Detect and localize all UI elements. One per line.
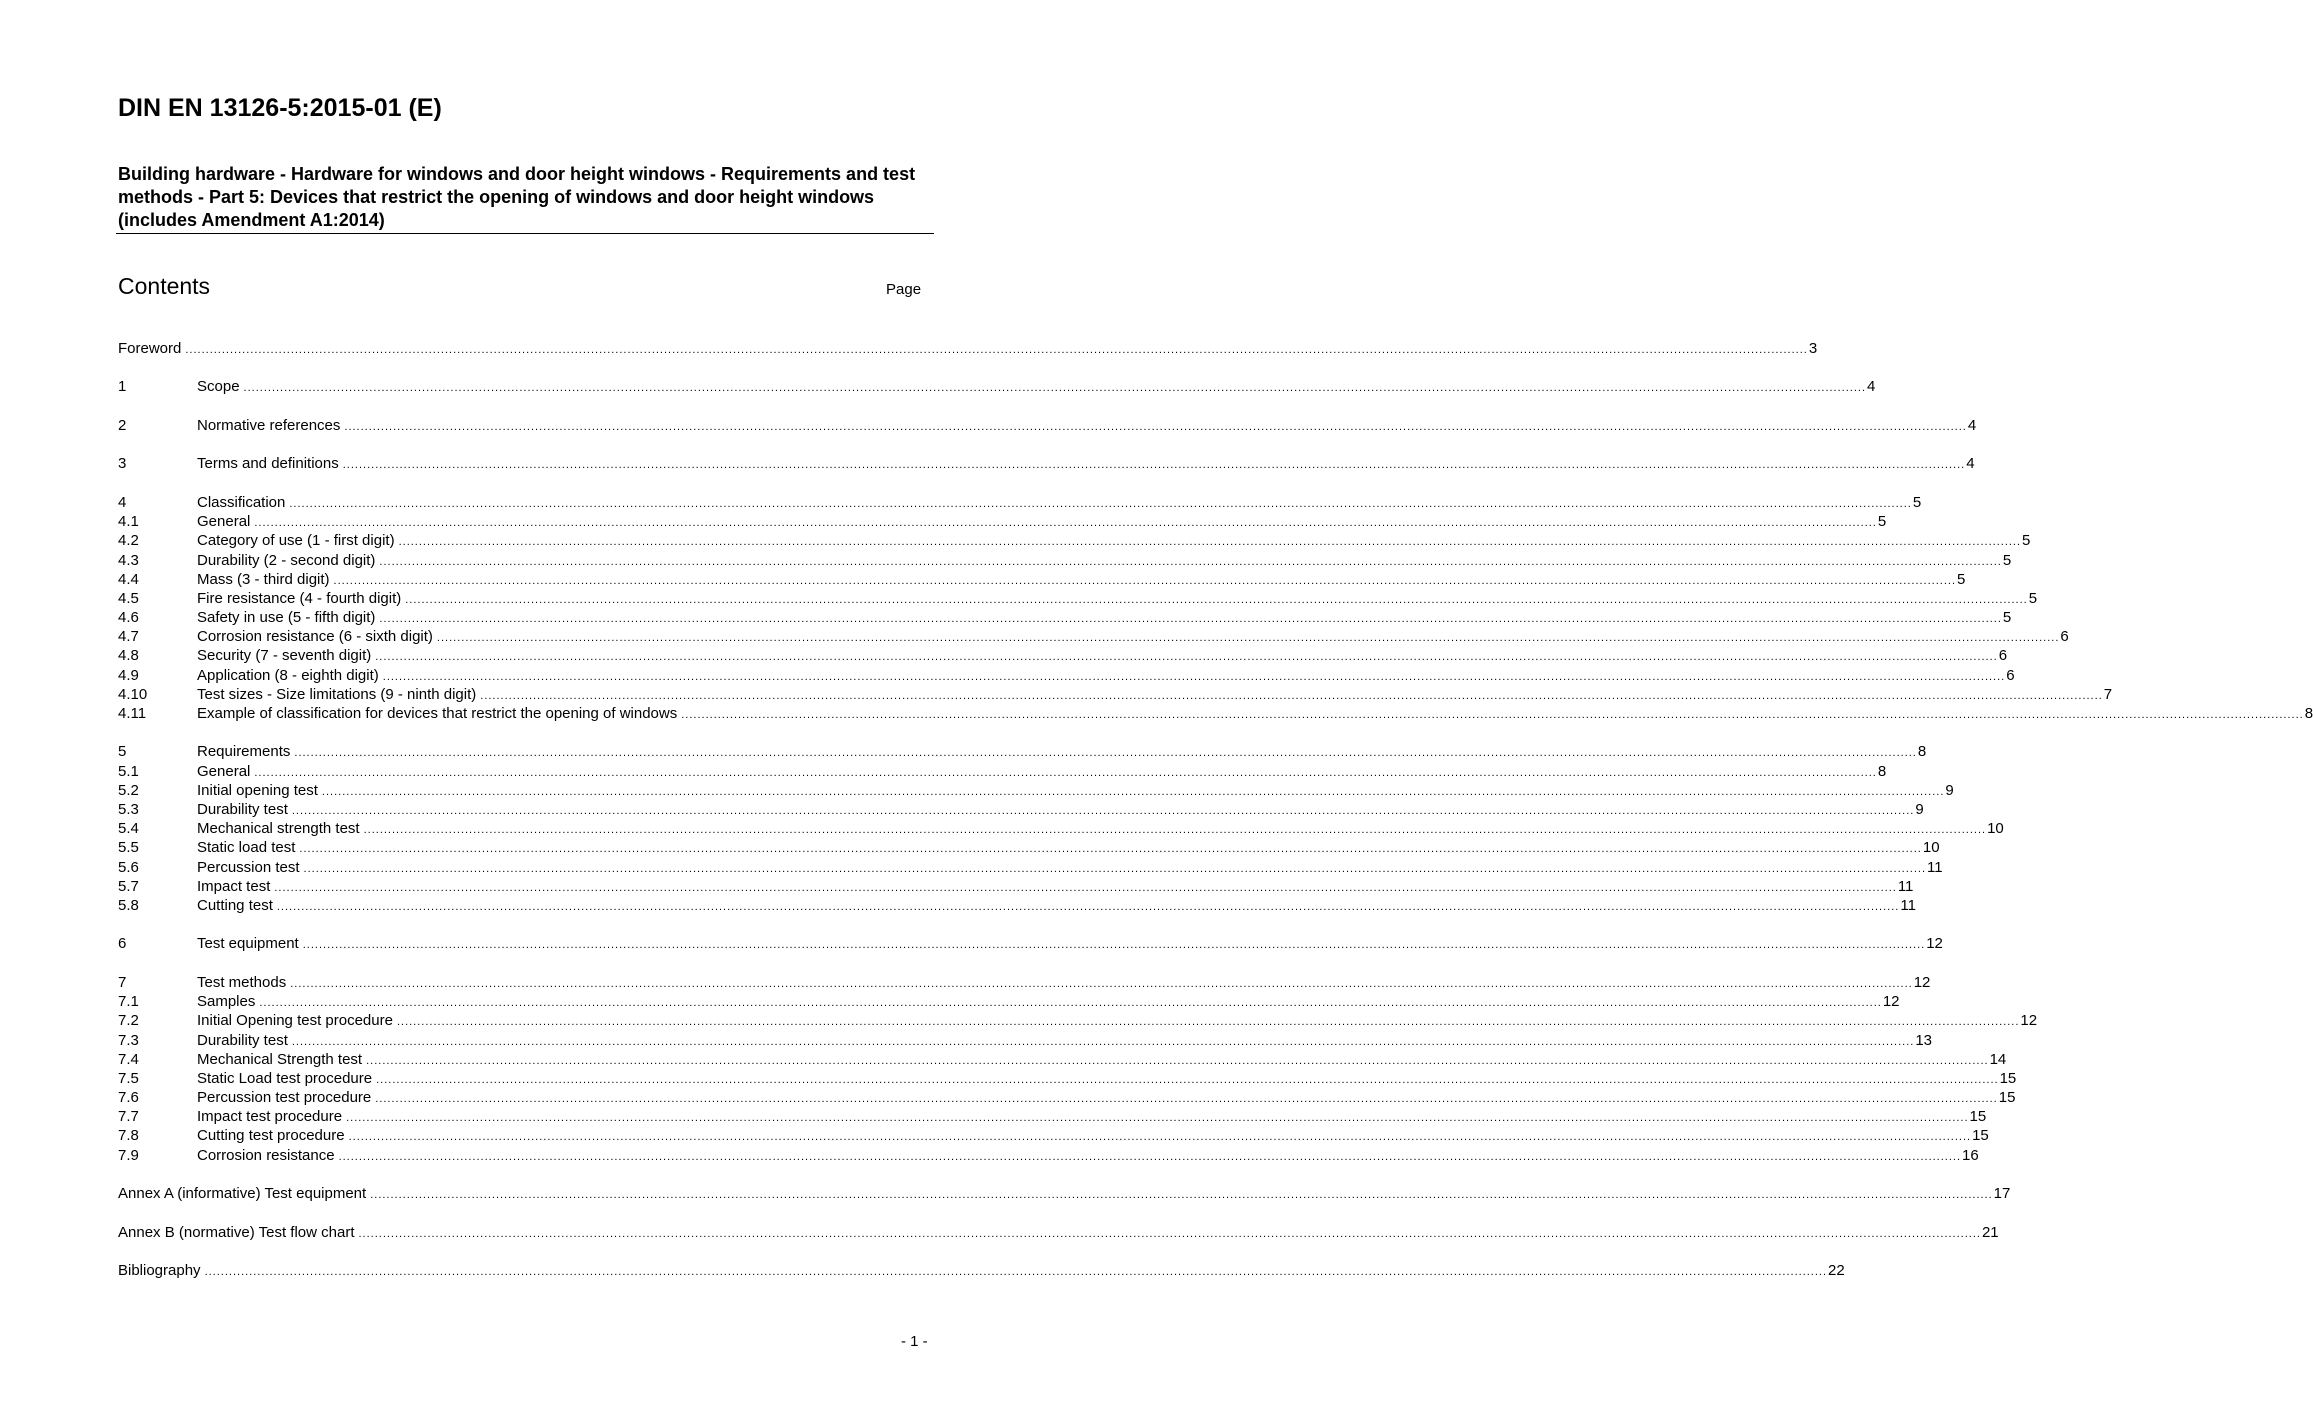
- toc-entry-title: Safety in use (5 - fifth digit): [197, 609, 376, 627]
- toc-entry-page: 7: [2103, 685, 2113, 703]
- toc-entry[interactable]: [118, 589, 2038, 608]
- toc-entry-title: Mechanical Strength test: [197, 1050, 363, 1068]
- toc-dot-leader: ................................................................................................................................................................................................................................................................................................................................................................................................................: [274, 881, 1897, 894]
- toc-entry-page: 16: [1962, 1146, 1979, 1164]
- toc-entry-page: 17: [1993, 1185, 2011, 1203]
- toc-entry[interactable]: [118, 570, 1966, 589]
- toc-entry-title: Mechanical strength test: [197, 820, 360, 838]
- toc-dot-leader: ................................................................................................................................................................................................................................................................................................................................................................................................................: [379, 555, 2002, 568]
- toc-entry-page: 6: [2060, 628, 2069, 646]
- toc-entry-page: 11: [1900, 896, 1916, 914]
- toc-dot-leader: ................................................................................................................................................................................................................................................................................................................................................................................................................: [375, 1093, 1998, 1106]
- toc-entry-page: 9: [1915, 801, 1924, 819]
- toc-entry[interactable]: [118, 800, 1924, 819]
- toc-entry[interactable]: [118, 377, 1876, 396]
- toc-entry-title: Durability test: [197, 1031, 288, 1049]
- toc-entry-title: Annex B (normative) Test flow chart: [118, 1223, 355, 1241]
- toc-entry-page: 15: [1999, 1069, 2017, 1087]
- toc-dot-leader: ................................................................................................................................................................................................................................................................................................................................................................................................................: [321, 785, 1945, 798]
- toc-entry-page: 4: [1867, 378, 1876, 396]
- toc-dot-leader: ................................................................................................................................................................................................................................................................................................................................................................................................................: [291, 805, 1915, 818]
- toc-entry[interactable]: [118, 512, 1887, 531]
- toc-entry-title: Annex A (informative) Test equipment: [118, 1185, 367, 1203]
- toc-entry-page: 4: [1966, 455, 1975, 473]
- toc-dot-leader: ................................................................................................................................................................................................................................................................................................................................................................................................................: [375, 651, 1998, 664]
- toc-entry-number: 4.4: [118, 570, 139, 588]
- toc-entry[interactable]: [118, 1011, 2038, 1030]
- toc-entry[interactable]: [118, 1069, 2017, 1088]
- toc-dot-leader: ................................................................................................................................................................................................................................................................................................................................................................................................................: [333, 574, 1957, 587]
- toc-entry[interactable]: [118, 646, 2008, 665]
- toc-entry[interactable]: [118, 1050, 2007, 1069]
- toc-entry[interactable]: [118, 1146, 1979, 1165]
- toc-entry-number: 1: [118, 378, 127, 396]
- toc-dot-leader: ................................................................................................................................................................................................................................................................................................................................................................................................................: [398, 536, 2022, 549]
- toc-entry-title: Durability (2 - second digit): [197, 551, 376, 569]
- toc-entry-title: Classification: [197, 493, 286, 511]
- toc-dot-leader: ................................................................................................................................................................................................................................................................................................................................................................................................................: [243, 382, 1867, 395]
- toc-entry-page: 15: [1972, 1127, 1989, 1145]
- toc-group: [118, 973, 2038, 1165]
- toc-entry[interactable]: [118, 608, 2012, 627]
- toc-entry-number: 4.9: [118, 666, 139, 684]
- toc-entry-page: 12: [1913, 973, 1931, 991]
- toc-entry-page: 10: [1987, 820, 2004, 838]
- toc-entry-title: Test sizes - Size limitations (9 - ninth digit): [197, 685, 477, 703]
- toc-entry-number: 4.5: [118, 589, 139, 607]
- toc-entry-number: 5.5: [118, 839, 139, 857]
- toc-group: [118, 1261, 1845, 1280]
- toc-dot-leader: ................................................................................................................................................................................................................................................................................................................................................................................................................: [291, 1035, 1915, 1048]
- toc-entry[interactable]: [118, 1126, 1989, 1145]
- toc-entry-title: Cutting test: [197, 896, 273, 914]
- toc-entry-title: Initial opening test: [197, 781, 318, 799]
- toc-entry-number: 7.2: [118, 1012, 139, 1030]
- title-divider: [116, 233, 934, 234]
- toc-entry-title: Initial Opening test procedure: [197, 1012, 393, 1030]
- toc-dot-leader: ................................................................................................................................................................................................................................................................................................................................................................................................................: [480, 689, 2103, 702]
- toc-entry-page: 12: [1882, 993, 1900, 1011]
- toc-entry-number: 6: [118, 935, 127, 953]
- toc-entry[interactable]: [118, 973, 1931, 992]
- toc-dot-leader: ................................................................................................................................................................................................................................................................................................................................................................................................................: [370, 1189, 1993, 1202]
- toc-entry-page: 8: [1877, 762, 1887, 780]
- toc-entry-number: 7.5: [118, 1069, 139, 1087]
- toc-entry-number: 7.1: [118, 993, 139, 1011]
- toc-dot-leader: ................................................................................................................................................................................................................................................................................................................................................................................................................: [396, 1016, 2020, 1029]
- toc-entry-number: 7.7: [118, 1108, 139, 1126]
- toc-entry-title: General: [197, 762, 251, 780]
- toc-entry-title: Security (7 - seventh digit): [197, 647, 372, 665]
- toc-entry-title: Example of classification for devices that restrict the opening of windows: [197, 705, 678, 722]
- toc-entry-number: 4.2: [118, 532, 139, 550]
- toc-entry[interactable]: [118, 762, 1887, 781]
- toc-entry-title: Fire resistance (4 - fourth digit): [197, 589, 402, 607]
- toc-entry[interactable]: [118, 877, 1914, 896]
- toc-entry-page: 5: [2002, 609, 2012, 627]
- toc-entry-page: 12: [2020, 1012, 2038, 1030]
- toc-entry[interactable]: [118, 819, 2004, 838]
- toc-entry-number: 5.2: [118, 781, 139, 799]
- table-of-contents: [118, 339, 2313, 1300]
- toc-dot-leader: ................................................................................................................................................................................................................................................................................................................................................................................................................: [259, 997, 1882, 1010]
- toc-entry[interactable]: [118, 992, 1900, 1011]
- toc-entry-page: 13: [1915, 1031, 1933, 1049]
- toc-entry[interactable]: [118, 339, 1818, 358]
- toc-dot-leader: ................................................................................................................................................................................................................................................................................................................................................................................................................: [289, 497, 1912, 510]
- toc-entry-number: 5.1: [118, 762, 139, 780]
- toc-dot-leader: ................................................................................................................................................................................................................................................................................................................................................................................................................: [294, 747, 1917, 760]
- toc-entry[interactable]: [118, 531, 2031, 550]
- toc-entry-page: 3: [1808, 340, 1818, 357]
- toc-entry-page: 5: [1877, 513, 1887, 531]
- toc-entry-page: 14: [1989, 1050, 2007, 1068]
- toc-entry[interactable]: [118, 858, 1943, 877]
- toc-entry-number: 7.3: [118, 1031, 139, 1049]
- toc-entry-page: 5: [2028, 589, 2038, 607]
- toc-entry-number: 5.8: [118, 896, 139, 914]
- toc-group: [118, 493, 2313, 723]
- toc-dot-leader: ................................................................................................................................................................................................................................................................................................................................................................................................................: [363, 824, 1987, 837]
- page-number: - 1 -: [901, 1333, 928, 1350]
- toc-dot-leader: ................................................................................................................................................................................................................................................................................................................................................................................................................: [376, 1073, 1999, 1086]
- toc-dot-leader: ................................................................................................................................................................................................................................................................................................................................................................................................................: [379, 613, 2002, 626]
- toc-entry[interactable]: [118, 742, 1927, 761]
- toc-entry-number: 7.4: [118, 1050, 139, 1068]
- toc-entry-number: 7.9: [118, 1146, 139, 1164]
- toc-entry-title: Static Load test procedure: [197, 1069, 373, 1087]
- toc-entry-page: 4: [1967, 416, 1977, 434]
- toc-dot-leader: ................................................................................................................................................................................................................................................................................................................................................................................................................: [405, 593, 2028, 606]
- toc-dot-leader: ................................................................................................................................................................................................................................................................................................................................................................................................................: [358, 1227, 1981, 1240]
- toc-entry-page: 6: [2006, 666, 2015, 684]
- toc-dot-leader: ................................................................................................................................................................................................................................................................................................................................................................................................................: [290, 977, 1913, 990]
- toc-entry-number: 5: [118, 743, 127, 761]
- toc-entry-number: 5.4: [118, 820, 139, 838]
- toc-dot-leader: ................................................................................................................................................................................................................................................................................................................................................................................................................: [185, 344, 1808, 356]
- toc-entry-title: Normative references: [197, 416, 341, 434]
- toc-entry[interactable]: [118, 1223, 1999, 1242]
- toc-entry-title: Bibliography: [118, 1262, 201, 1280]
- toc-entry-title: Terms and definitions: [197, 455, 339, 473]
- toc-entry-number: 4.1: [118, 513, 139, 531]
- toc-entry-page: 5: [2002, 551, 2012, 569]
- toc-entry-page: 5: [2022, 532, 2031, 550]
- toc-entry-number: 7: [118, 973, 127, 991]
- toc-entry[interactable]: [118, 1261, 1845, 1280]
- toc-entry[interactable]: [118, 838, 1940, 857]
- toc-entry-page: 10: [1922, 839, 1940, 857]
- toc-dot-leader: ................................................................................................................................................................................................................................................................................................................................................................................................................: [254, 766, 1877, 779]
- page-column-label: Page: [886, 281, 922, 298]
- toc-entry[interactable]: [118, 781, 1954, 800]
- toc-entry[interactable]: [118, 896, 1916, 915]
- toc-entry-title: Scope: [197, 378, 240, 396]
- toc-entry-number: 2: [118, 416, 127, 434]
- document-title: Building hardware - Hardware for windows and door height windows - Requirements and test methods - Part 5: Devices that restrict the opening of windows and door height windows (includes Amendment A1:2014): [118, 164, 916, 230]
- toc-entry-title: Durability test: [197, 801, 288, 819]
- toc-entry-page: 11: [1897, 877, 1914, 895]
- toc-entry-title: Cutting test procedure: [197, 1127, 345, 1145]
- toc-entry-title: Requirements: [197, 743, 291, 761]
- toc-entry[interactable]: [118, 666, 2015, 685]
- toc-dot-leader: ................................................................................................................................................................................................................................................................................................................................................................................................................: [338, 1150, 1962, 1163]
- toc-dot-leader: ................................................................................................................................................................................................................................................................................................................................................................................................................: [276, 900, 1900, 913]
- toc-group: [118, 339, 1818, 358]
- toc-entry[interactable]: [118, 685, 2113, 704]
- toc-dot-leader: ................................................................................................................................................................................................................................................................................................................................................................................................................: [299, 843, 1922, 856]
- toc-group: [118, 934, 1943, 953]
- toc-group: [118, 416, 1977, 435]
- toc-entry-title: Foreword: [118, 340, 182, 357]
- toc-dot-leader: ................................................................................................................................................................................................................................................................................................................................................................................................................: [346, 1112, 1969, 1125]
- toc-group: [118, 377, 1876, 396]
- toc-entry-page: 8: [2304, 705, 2313, 722]
- toc-entry-title: Static load test: [197, 839, 296, 857]
- toc-dot-leader: ................................................................................................................................................................................................................................................................................................................................................................................................................: [382, 670, 2006, 683]
- toc-entry-number: 5.6: [118, 858, 139, 876]
- toc-entry-number: 4.6: [118, 609, 139, 627]
- toc-dot-leader: ................................................................................................................................................................................................................................................................................................................................................................................................................: [254, 517, 1877, 530]
- toc-entry-page: 22: [1828, 1262, 1845, 1280]
- toc-entry-title: Corrosion resistance (6 - sixth digit): [197, 628, 433, 646]
- toc-entry-title: Percussion test: [197, 858, 300, 876]
- toc-entry-number: 4.11: [118, 705, 147, 722]
- toc-entry-title: Application (8 - eighth digit): [197, 666, 379, 684]
- toc-entry-page: 15: [1969, 1108, 1987, 1126]
- toc-entry-title: Category of use (1 - first digit): [197, 532, 395, 550]
- toc-entry-number: 4: [118, 493, 127, 511]
- toc-entry-title: Test methods: [197, 973, 287, 991]
- toc-dot-leader: ................................................................................................................................................................................................................................................................................................................................................................................................................: [348, 1131, 1972, 1144]
- toc-entry-title: Test equipment: [197, 935, 299, 953]
- toc-entry-number: 4.7: [118, 628, 139, 646]
- toc-entry-title: Samples: [197, 993, 256, 1011]
- toc-entry[interactable]: [118, 551, 2012, 570]
- toc-entry-number: 5.7: [118, 877, 139, 895]
- toc-dot-leader: ................................................................................................................................................................................................................................................................................................................................................................................................................: [204, 1266, 1828, 1279]
- toc-entry-page: 9: [1945, 781, 1954, 799]
- toc-entry-page: 6: [1998, 647, 2008, 665]
- toc-entry-page: 5: [1957, 570, 1966, 588]
- toc-entry-title: Mass (3 - third digit): [197, 570, 330, 588]
- toc-group: [118, 1223, 1999, 1242]
- toc-entry-page: 8: [1917, 743, 1927, 761]
- toc-group: [118, 742, 2004, 915]
- toc-entry[interactable]: [118, 1184, 2011, 1203]
- toc-entry-page: 21: [1981, 1223, 1999, 1241]
- toc-entry-number: 4.8: [118, 647, 139, 665]
- toc-entry[interactable]: [118, 1031, 1933, 1050]
- toc-entry-title: Percussion test procedure: [197, 1089, 372, 1107]
- toc-dot-leader: ................................................................................................................................................................................................................................................................................................................................................................................................................: [681, 709, 2304, 721]
- toc-entry-title: Impact test procedure: [197, 1108, 343, 1126]
- toc-dot-leader: ................................................................................................................................................................................................................................................................................................................................................................................................................: [436, 632, 2060, 645]
- toc-entry-title: Corrosion resistance: [197, 1146, 335, 1164]
- toc-dot-leader: ................................................................................................................................................................................................................................................................................................................................................................................................................: [303, 862, 1927, 875]
- toc-entry-title: General: [197, 513, 251, 531]
- toc-entry[interactable]: [118, 704, 2313, 723]
- toc-dot-leader: ................................................................................................................................................................................................................................................................................................................................................................................................................: [366, 1054, 1989, 1067]
- toc-entry-number: 4.10: [118, 685, 148, 703]
- toc-dot-leader: ................................................................................................................................................................................................................................................................................................................................................................................................................: [342, 459, 1966, 472]
- toc-entry[interactable]: [118, 1107, 1987, 1126]
- toc-entry-page: 12: [1926, 935, 1943, 953]
- toc-entry-number: 7.6: [118, 1089, 139, 1107]
- toc-entry-page: 15: [1998, 1089, 2016, 1107]
- toc-dot-leader: ................................................................................................................................................................................................................................................................................................................................................................................................................: [344, 420, 1967, 433]
- document-id: DIN EN 13126-5:2015-01 (E): [118, 94, 442, 122]
- toc-entry-title: Impact test: [197, 877, 271, 895]
- toc-entry[interactable]: [118, 416, 1977, 435]
- toc-entry-number: 7.8: [118, 1127, 139, 1145]
- contents-heading: Contents: [118, 273, 211, 299]
- toc-group: [118, 454, 1975, 473]
- toc-group: [118, 1184, 2011, 1203]
- toc-entry-number: 3: [118, 455, 127, 473]
- toc-entry-number: 5.3: [118, 801, 139, 819]
- toc-entry-page: 11: [1927, 858, 1943, 876]
- toc-entry[interactable]: [118, 934, 1943, 953]
- toc-entry-page: 5: [1912, 493, 1922, 511]
- toc-entry[interactable]: [118, 454, 1975, 473]
- toc-entry[interactable]: [118, 1088, 2016, 1107]
- toc-entry-number: 4.3: [118, 551, 139, 569]
- toc-dot-leader: ................................................................................................................................................................................................................................................................................................................................................................................................................: [302, 939, 1926, 952]
- toc-entry[interactable]: [118, 493, 1922, 512]
- toc-entry[interactable]: [118, 627, 2069, 646]
